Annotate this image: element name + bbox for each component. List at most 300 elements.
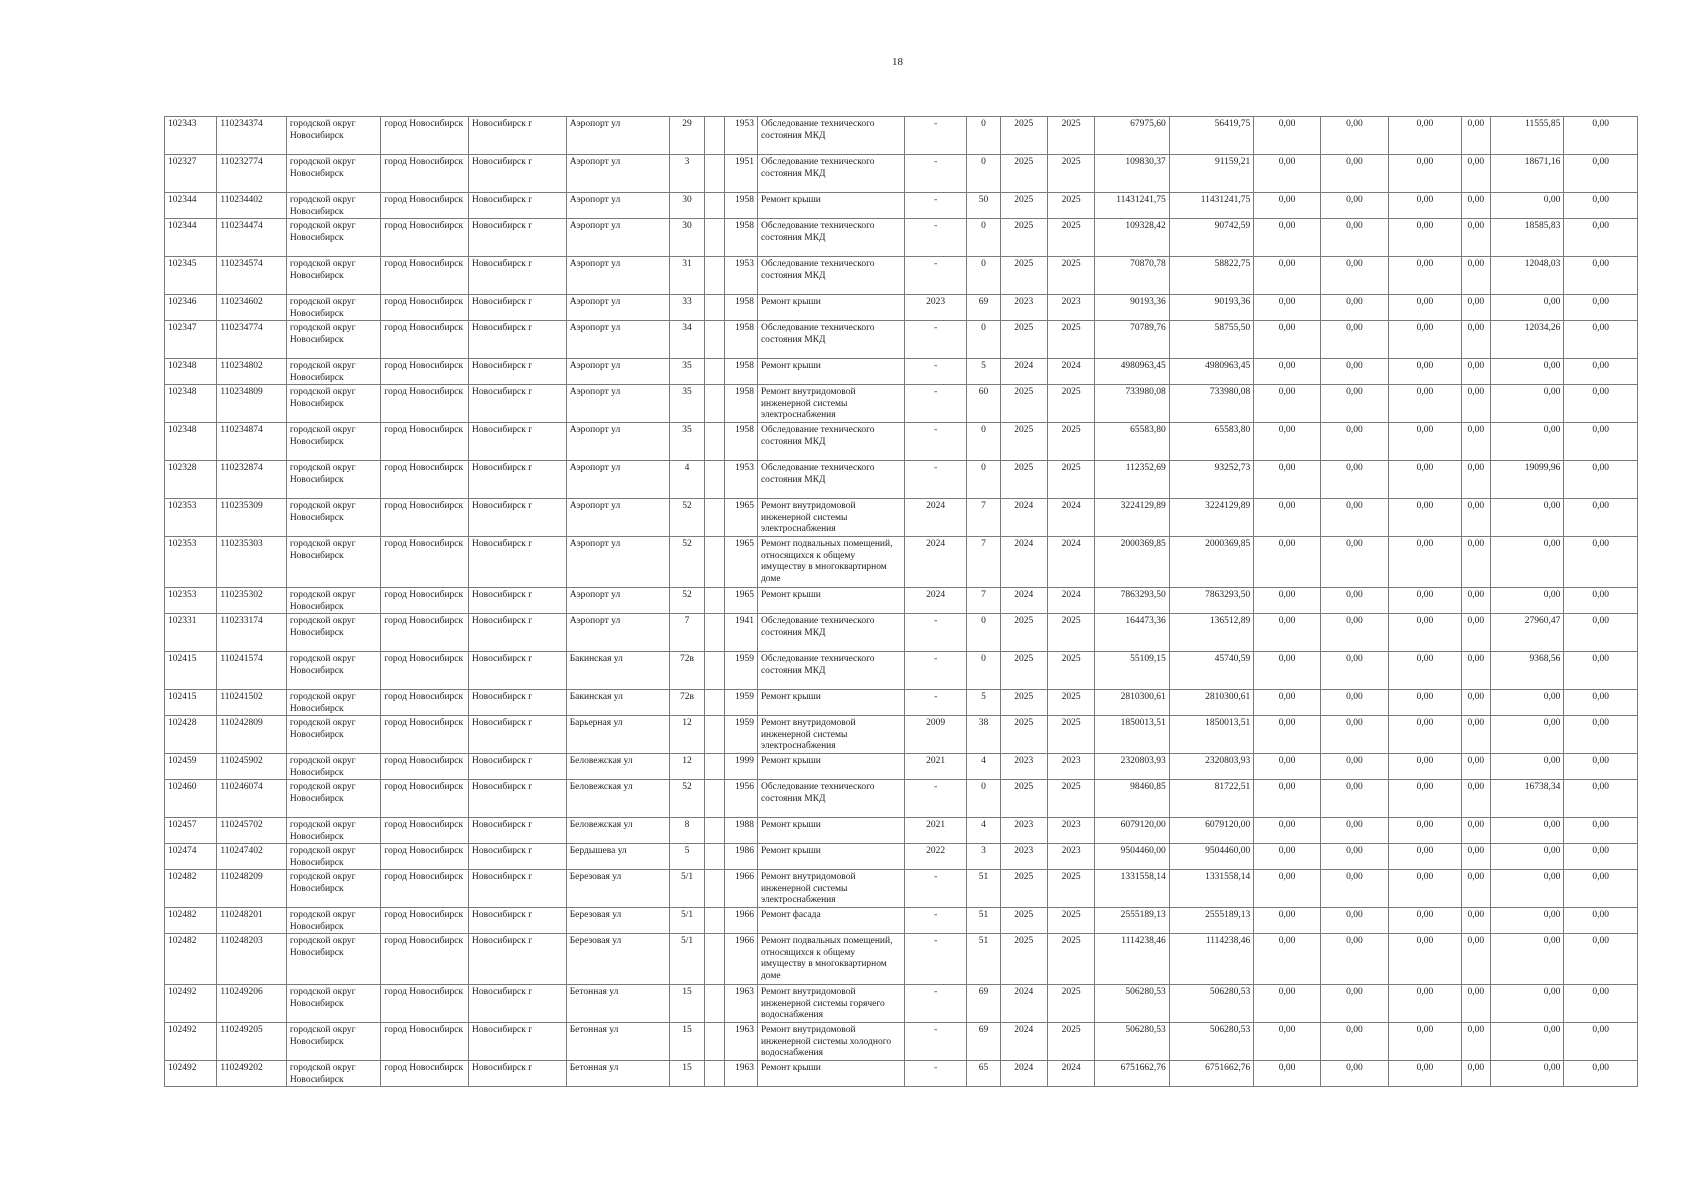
settlement-cell: город Новосибирск bbox=[381, 844, 469, 870]
municipal-district-cell: городской округ Новосибирск bbox=[286, 423, 381, 461]
cost-col-1-cell: 0,00 bbox=[1254, 257, 1320, 295]
city-cell: Новосибирск г bbox=[469, 321, 567, 359]
plan-year-end-cell: 2025 bbox=[1047, 652, 1094, 690]
settlement-cell: город Новосибирск bbox=[381, 321, 469, 359]
cost-col-1-cell: 0,00 bbox=[1254, 155, 1320, 193]
building-cell bbox=[704, 423, 724, 461]
building-cell bbox=[704, 193, 724, 219]
settlement-cell: город Новосибирск bbox=[381, 614, 469, 652]
last-repair-year-cell: - bbox=[904, 1023, 966, 1061]
total-cost-cell: 1331558,14 bbox=[1095, 870, 1170, 908]
last-repair-year-cell: - bbox=[904, 321, 966, 359]
settlement-cell: город Новосибирск bbox=[381, 934, 469, 985]
year-built-cell: 1959 bbox=[724, 652, 757, 690]
settlement-cell: город Новосибирск bbox=[381, 423, 469, 461]
work-type-cell: Обследование технического состояния МКД bbox=[757, 423, 904, 461]
building-cell bbox=[704, 818, 724, 844]
fund-cost-cell: 11431241,75 bbox=[1169, 193, 1254, 219]
city-cell: Новосибирск г bbox=[469, 461, 567, 499]
year-built-cell: 1958 bbox=[724, 193, 757, 219]
year-built-cell: 1958 bbox=[724, 219, 757, 257]
cost-col-2-cell: 0,00 bbox=[1320, 754, 1388, 780]
record-id-cell: 102492 bbox=[165, 1061, 217, 1087]
table-row bbox=[165, 614, 1638, 652]
cost-col-6-cell: 0,00 bbox=[1564, 934, 1638, 985]
fund-cost-cell: 93252,73 bbox=[1169, 461, 1254, 499]
fund-cost-cell: 2555189,13 bbox=[1169, 908, 1254, 934]
fund-cost-cell: 4980963,45 bbox=[1169, 359, 1254, 385]
record-id-cell: 102343 bbox=[165, 117, 217, 155]
house-number-cell: 5/1 bbox=[670, 908, 704, 934]
settlement-cell: город Новосибирск bbox=[381, 219, 469, 257]
cost-col-1-cell: 0,00 bbox=[1254, 690, 1320, 716]
cost-col-3-cell: 0,00 bbox=[1389, 537, 1461, 588]
work-code-cell: 110249205 bbox=[217, 1023, 286, 1061]
work-type-cell: Ремонт фасада bbox=[757, 908, 904, 934]
street-cell: Бердышева ул bbox=[566, 844, 670, 870]
municipal-district-cell: городской округ Новосибирск bbox=[286, 385, 381, 423]
plan-year-start-cell: 2025 bbox=[1000, 193, 1047, 219]
municipal-district-cell: городской округ Новосибирск bbox=[286, 219, 381, 257]
plan-year-end-cell: 2025 bbox=[1047, 257, 1094, 295]
work-type-cell: Обследование технического состояния МКД bbox=[757, 780, 904, 818]
cost-col-6-cell: 0,00 bbox=[1564, 423, 1638, 461]
house-number-cell: 52 bbox=[670, 780, 704, 818]
fund-cost-cell: 136512,89 bbox=[1169, 614, 1254, 652]
cost-col-5-cell: 0,00 bbox=[1490, 1023, 1563, 1061]
work-code-cell: 110235302 bbox=[217, 588, 286, 614]
work-type-cell: Ремонт крыши bbox=[757, 818, 904, 844]
wear-percent-cell: 51 bbox=[967, 870, 1000, 908]
municipal-district-cell: городской округ Новосибирск bbox=[286, 1023, 381, 1061]
municipal-district-cell: городской округ Новосибирск bbox=[286, 908, 381, 934]
record-id-cell: 102482 bbox=[165, 934, 217, 985]
cost-col-2-cell: 0,00 bbox=[1320, 359, 1388, 385]
settlement-cell: город Новосибирск bbox=[381, 818, 469, 844]
cost-col-5-cell: 0,00 bbox=[1490, 716, 1563, 754]
record-id-cell: 102474 bbox=[165, 844, 217, 870]
house-number-cell: 3 bbox=[670, 155, 704, 193]
year-built-cell: 1953 bbox=[724, 257, 757, 295]
municipal-district-cell: городской округ Новосибирск bbox=[286, 818, 381, 844]
work-type-cell: Ремонт крыши bbox=[757, 193, 904, 219]
city-cell: Новосибирск г bbox=[469, 117, 567, 155]
municipal-district-cell: городской округ Новосибирск bbox=[286, 844, 381, 870]
cost-col-2-cell: 0,00 bbox=[1320, 716, 1388, 754]
cost-col-6-cell: 0,00 bbox=[1564, 844, 1638, 870]
settlement-cell: город Новосибирск bbox=[381, 588, 469, 614]
last-repair-year-cell: - bbox=[904, 257, 966, 295]
work-code-cell: 110234602 bbox=[217, 295, 286, 321]
building-cell bbox=[704, 1023, 724, 1061]
total-cost-cell: 1850013,51 bbox=[1095, 716, 1170, 754]
cost-col-1-cell: 0,00 bbox=[1254, 818, 1320, 844]
house-number-cell: 52 bbox=[670, 588, 704, 614]
record-id-cell: 102415 bbox=[165, 652, 217, 690]
cost-col-1-cell: 0,00 bbox=[1254, 614, 1320, 652]
city-cell: Новосибирск г bbox=[469, 908, 567, 934]
cost-col-3-cell: 0,00 bbox=[1389, 385, 1461, 423]
record-id-cell: 102353 bbox=[165, 537, 217, 588]
house-number-cell: 7 bbox=[670, 614, 704, 652]
last-repair-year-cell: - bbox=[904, 1061, 966, 1087]
building-cell bbox=[704, 257, 724, 295]
wear-percent-cell: 7 bbox=[967, 537, 1000, 588]
city-cell: Новосибирск г bbox=[469, 985, 567, 1023]
year-built-cell: 1999 bbox=[724, 754, 757, 780]
table-row bbox=[165, 1023, 1638, 1061]
building-cell bbox=[704, 844, 724, 870]
work-code-cell: 110234809 bbox=[217, 385, 286, 423]
house-number-cell: 29 bbox=[670, 117, 704, 155]
table-row bbox=[165, 908, 1638, 934]
cost-col-1-cell: 0,00 bbox=[1254, 117, 1320, 155]
plan-year-end-cell: 2025 bbox=[1047, 690, 1094, 716]
street-cell: Барьерная ул bbox=[566, 716, 670, 754]
cost-col-1-cell: 0,00 bbox=[1254, 423, 1320, 461]
building-cell bbox=[704, 461, 724, 499]
municipal-district-cell: городской округ Новосибирск bbox=[286, 985, 381, 1023]
work-type-cell: Ремонт внутридомовой инженерной системы горячего водоснабжения bbox=[757, 985, 904, 1023]
plan-year-end-cell: 2023 bbox=[1047, 818, 1094, 844]
cost-col-5-cell: 18585,83 bbox=[1490, 219, 1563, 257]
last-repair-year-cell: - bbox=[904, 359, 966, 385]
table-row bbox=[165, 934, 1638, 985]
fund-cost-cell: 506280,53 bbox=[1169, 985, 1254, 1023]
cost-col-6-cell: 0,00 bbox=[1564, 219, 1638, 257]
cost-col-5-cell: 19099,96 bbox=[1490, 461, 1563, 499]
table-row bbox=[165, 690, 1638, 716]
cost-col-2-cell: 0,00 bbox=[1320, 499, 1388, 537]
last-repair-year-cell: - bbox=[904, 690, 966, 716]
cost-col-4-cell: 0,00 bbox=[1461, 985, 1490, 1023]
fund-cost-cell: 9504460,00 bbox=[1169, 844, 1254, 870]
table-row bbox=[165, 652, 1638, 690]
year-built-cell: 1966 bbox=[724, 908, 757, 934]
cost-col-5-cell: 0,00 bbox=[1490, 588, 1563, 614]
settlement-cell: город Новосибирск bbox=[381, 359, 469, 385]
city-cell: Новосибирск г bbox=[469, 385, 567, 423]
total-cost-cell: 2555189,13 bbox=[1095, 908, 1170, 934]
last-repair-year-cell: - bbox=[904, 461, 966, 499]
building-cell bbox=[704, 690, 724, 716]
cost-col-3-cell: 0,00 bbox=[1389, 716, 1461, 754]
record-id-cell: 102328 bbox=[165, 461, 217, 499]
cost-col-2-cell: 0,00 bbox=[1320, 908, 1388, 934]
cost-col-6-cell: 0,00 bbox=[1564, 908, 1638, 934]
total-cost-cell: 1114238,46 bbox=[1095, 934, 1170, 985]
record-id-cell: 102457 bbox=[165, 818, 217, 844]
street-cell: Аэропорт ул bbox=[566, 385, 670, 423]
year-built-cell: 1959 bbox=[724, 716, 757, 754]
table-row bbox=[165, 219, 1638, 257]
cost-col-2-cell: 0,00 bbox=[1320, 844, 1388, 870]
cost-col-6-cell: 0,00 bbox=[1564, 818, 1638, 844]
cost-col-2-cell: 0,00 bbox=[1320, 423, 1388, 461]
house-number-cell: 35 bbox=[670, 385, 704, 423]
wear-percent-cell: 60 bbox=[967, 385, 1000, 423]
cost-col-1-cell: 0,00 bbox=[1254, 321, 1320, 359]
cost-col-4-cell: 0,00 bbox=[1461, 870, 1490, 908]
city-cell: Новосибирск г bbox=[469, 219, 567, 257]
cost-col-5-cell: 0,00 bbox=[1490, 499, 1563, 537]
plan-year-end-cell: 2025 bbox=[1047, 423, 1094, 461]
plan-year-end-cell: 2025 bbox=[1047, 870, 1094, 908]
cost-col-6-cell: 0,00 bbox=[1564, 295, 1638, 321]
house-number-cell: 15 bbox=[670, 1023, 704, 1061]
cost-col-5-cell: 0,00 bbox=[1490, 193, 1563, 219]
table-row bbox=[165, 359, 1638, 385]
last-repair-year-cell: 2022 bbox=[904, 844, 966, 870]
record-id-cell: 102344 bbox=[165, 193, 217, 219]
city-cell: Новосибирск г bbox=[469, 423, 567, 461]
total-cost-cell: 6079120,00 bbox=[1095, 818, 1170, 844]
cost-col-5-cell: 0,00 bbox=[1490, 423, 1563, 461]
work-type-cell: Ремонт крыши bbox=[757, 295, 904, 321]
settlement-cell: город Новосибирск bbox=[381, 537, 469, 588]
work-code-cell: 110234402 bbox=[217, 193, 286, 219]
wear-percent-cell: 65 bbox=[967, 1061, 1000, 1087]
cost-col-2-cell: 0,00 bbox=[1320, 219, 1388, 257]
cost-col-1-cell: 0,00 bbox=[1254, 716, 1320, 754]
cost-col-4-cell: 0,00 bbox=[1461, 193, 1490, 219]
total-cost-cell: 6751662,76 bbox=[1095, 1061, 1170, 1087]
plan-year-start-cell: 2025 bbox=[1000, 117, 1047, 155]
work-type-cell: Обследование технического состояния МКД bbox=[757, 461, 904, 499]
street-cell: Бакинская ул bbox=[566, 652, 670, 690]
cost-col-4-cell: 0,00 bbox=[1461, 818, 1490, 844]
table-row bbox=[165, 780, 1638, 818]
municipal-district-cell: городской округ Новосибирск bbox=[286, 321, 381, 359]
municipal-district-cell: городской округ Новосибирск bbox=[286, 257, 381, 295]
total-cost-cell: 70870,78 bbox=[1095, 257, 1170, 295]
year-built-cell: 1956 bbox=[724, 780, 757, 818]
cost-col-5-cell: 18671,16 bbox=[1490, 155, 1563, 193]
work-code-cell: 110241574 bbox=[217, 652, 286, 690]
house-number-cell: 72в bbox=[670, 652, 704, 690]
year-built-cell: 1963 bbox=[724, 985, 757, 1023]
cost-col-3-cell: 0,00 bbox=[1389, 423, 1461, 461]
last-repair-year-cell: - bbox=[904, 870, 966, 908]
year-built-cell: 1953 bbox=[724, 461, 757, 499]
cost-col-5-cell: 12048,03 bbox=[1490, 257, 1563, 295]
cost-col-5-cell: 0,00 bbox=[1490, 359, 1563, 385]
cost-col-5-cell: 0,00 bbox=[1490, 870, 1563, 908]
settlement-cell: город Новосибирск bbox=[381, 985, 469, 1023]
work-code-cell: 110249206 bbox=[217, 985, 286, 1023]
table-row bbox=[165, 295, 1638, 321]
fund-cost-cell: 2000369,85 bbox=[1169, 537, 1254, 588]
work-type-cell: Обследование технического состояния МКД bbox=[757, 614, 904, 652]
municipal-district-cell: городской округ Новосибирск bbox=[286, 716, 381, 754]
cost-col-1-cell: 0,00 bbox=[1254, 844, 1320, 870]
house-number-cell: 33 bbox=[670, 295, 704, 321]
work-code-cell: 110245702 bbox=[217, 818, 286, 844]
building-cell bbox=[704, 780, 724, 818]
street-cell: Бетонная ул bbox=[566, 1061, 670, 1087]
year-built-cell: 1966 bbox=[724, 870, 757, 908]
building-cell bbox=[704, 385, 724, 423]
cost-col-4-cell: 0,00 bbox=[1461, 1023, 1490, 1061]
total-cost-cell: 70789,76 bbox=[1095, 321, 1170, 359]
work-type-cell: Ремонт внутридомовой инженерной системы холодного водоснабжения bbox=[757, 1023, 904, 1061]
record-id-cell: 102492 bbox=[165, 1023, 217, 1061]
building-cell bbox=[704, 117, 724, 155]
work-code-cell: 110248203 bbox=[217, 934, 286, 985]
city-cell: Новосибирск г bbox=[469, 652, 567, 690]
cost-col-2-cell: 0,00 bbox=[1320, 690, 1388, 716]
city-cell: Новосибирск г bbox=[469, 716, 567, 754]
fund-cost-cell: 3224129,89 bbox=[1169, 499, 1254, 537]
total-cost-cell: 4980963,45 bbox=[1095, 359, 1170, 385]
street-cell: Аэропорт ул bbox=[566, 537, 670, 588]
municipal-district-cell: городской округ Новосибирск bbox=[286, 780, 381, 818]
plan-year-end-cell: 2025 bbox=[1047, 716, 1094, 754]
cost-col-5-cell: 0,00 bbox=[1490, 1061, 1563, 1087]
total-cost-cell: 109830,37 bbox=[1095, 155, 1170, 193]
cost-col-2-cell: 0,00 bbox=[1320, 614, 1388, 652]
cost-col-3-cell: 0,00 bbox=[1389, 321, 1461, 359]
total-cost-cell: 733980,08 bbox=[1095, 385, 1170, 423]
fund-cost-cell: 81722,51 bbox=[1169, 780, 1254, 818]
cost-col-4-cell: 0,00 bbox=[1461, 257, 1490, 295]
building-cell bbox=[704, 1061, 724, 1087]
table-row bbox=[165, 423, 1638, 461]
last-repair-year-cell: - bbox=[904, 155, 966, 193]
building-cell bbox=[704, 321, 724, 359]
city-cell: Новосибирск г bbox=[469, 754, 567, 780]
cost-col-4-cell: 0,00 bbox=[1461, 652, 1490, 690]
record-id-cell: 102346 bbox=[165, 295, 217, 321]
wear-percent-cell: 69 bbox=[967, 295, 1000, 321]
work-code-cell: 110248209 bbox=[217, 870, 286, 908]
house-number-cell: 52 bbox=[670, 537, 704, 588]
plan-year-end-cell: 2025 bbox=[1047, 155, 1094, 193]
fund-cost-cell: 1850013,51 bbox=[1169, 716, 1254, 754]
last-repair-year-cell: 2024 bbox=[904, 537, 966, 588]
city-cell: Новосибирск г bbox=[469, 588, 567, 614]
settlement-cell: город Новосибирск bbox=[381, 499, 469, 537]
total-cost-cell: 9504460,00 bbox=[1095, 844, 1170, 870]
table-row bbox=[165, 716, 1638, 754]
last-repair-year-cell: - bbox=[904, 614, 966, 652]
cost-col-4-cell: 0,00 bbox=[1461, 780, 1490, 818]
cost-col-5-cell: 0,00 bbox=[1490, 934, 1563, 985]
plan-year-start-cell: 2024 bbox=[1000, 588, 1047, 614]
house-number-cell: 34 bbox=[670, 321, 704, 359]
total-cost-cell: 55109,15 bbox=[1095, 652, 1170, 690]
city-cell: Новосибирск г bbox=[469, 780, 567, 818]
house-number-cell: 52 bbox=[670, 499, 704, 537]
municipal-district-cell: городской округ Новосибирск bbox=[286, 537, 381, 588]
table-row bbox=[165, 155, 1638, 193]
work-code-cell: 110246074 bbox=[217, 780, 286, 818]
cost-col-1-cell: 0,00 bbox=[1254, 908, 1320, 934]
house-number-cell: 12 bbox=[670, 716, 704, 754]
cost-col-2-cell: 0,00 bbox=[1320, 117, 1388, 155]
plan-year-start-cell: 2023 bbox=[1000, 844, 1047, 870]
street-cell: Аэропорт ул bbox=[566, 257, 670, 295]
table-row bbox=[165, 588, 1638, 614]
total-cost-cell: 2810300,61 bbox=[1095, 690, 1170, 716]
wear-percent-cell: 51 bbox=[967, 908, 1000, 934]
record-id-cell: 102344 bbox=[165, 219, 217, 257]
city-cell: Новосибирск г bbox=[469, 870, 567, 908]
work-type-cell: Ремонт подвальных помещений, относящихся к общему имуществу в многоквартирном доме bbox=[757, 537, 904, 588]
street-cell: Аэропорт ул bbox=[566, 321, 670, 359]
cost-col-5-cell: 9368,56 bbox=[1490, 652, 1563, 690]
cost-col-4-cell: 0,00 bbox=[1461, 716, 1490, 754]
city-cell: Новосибирск г bbox=[469, 844, 567, 870]
cost-col-1-cell: 0,00 bbox=[1254, 359, 1320, 385]
record-id-cell: 102415 bbox=[165, 690, 217, 716]
cost-col-2-cell: 0,00 bbox=[1320, 321, 1388, 359]
plan-year-end-cell: 2025 bbox=[1047, 193, 1094, 219]
work-code-cell: 110232874 bbox=[217, 461, 286, 499]
wear-percent-cell: 3 bbox=[967, 844, 1000, 870]
building-cell bbox=[704, 614, 724, 652]
cost-col-6-cell: 0,00 bbox=[1564, 537, 1638, 588]
year-built-cell: 1966 bbox=[724, 934, 757, 985]
work-code-cell: 110249202 bbox=[217, 1061, 286, 1087]
street-cell: Бакинская ул bbox=[566, 690, 670, 716]
last-repair-year-cell: - bbox=[904, 193, 966, 219]
work-code-cell: 110234374 bbox=[217, 117, 286, 155]
record-id-cell: 102482 bbox=[165, 870, 217, 908]
table-row bbox=[165, 985, 1638, 1023]
cost-col-4-cell: 0,00 bbox=[1461, 423, 1490, 461]
street-cell: Аэропорт ул bbox=[566, 295, 670, 321]
plan-year-start-cell: 2024 bbox=[1000, 359, 1047, 385]
cost-col-6-cell: 0,00 bbox=[1564, 499, 1638, 537]
total-cost-cell: 11431241,75 bbox=[1095, 193, 1170, 219]
house-number-cell: 5/1 bbox=[670, 870, 704, 908]
cost-col-6-cell: 0,00 bbox=[1564, 385, 1638, 423]
building-cell bbox=[704, 985, 724, 1023]
building-cell bbox=[704, 652, 724, 690]
cost-col-3-cell: 0,00 bbox=[1389, 934, 1461, 985]
cost-col-1-cell: 0,00 bbox=[1254, 754, 1320, 780]
record-id-cell: 102347 bbox=[165, 321, 217, 359]
house-number-cell: 72в bbox=[670, 690, 704, 716]
cost-col-4-cell: 0,00 bbox=[1461, 385, 1490, 423]
wear-percent-cell: 69 bbox=[967, 985, 1000, 1023]
wear-percent-cell: 51 bbox=[967, 934, 1000, 985]
cost-col-2-cell: 0,00 bbox=[1320, 870, 1388, 908]
last-repair-year-cell: - bbox=[904, 908, 966, 934]
cost-col-6-cell: 0,00 bbox=[1564, 614, 1638, 652]
table-row bbox=[165, 385, 1638, 423]
last-repair-year-cell: - bbox=[904, 652, 966, 690]
cost-col-2-cell: 0,00 bbox=[1320, 1061, 1388, 1087]
cost-col-3-cell: 0,00 bbox=[1389, 690, 1461, 716]
cost-col-1-cell: 0,00 bbox=[1254, 193, 1320, 219]
cost-col-1-cell: 0,00 bbox=[1254, 219, 1320, 257]
cost-col-3-cell: 0,00 bbox=[1389, 219, 1461, 257]
plan-year-start-cell: 2025 bbox=[1000, 934, 1047, 985]
work-type-cell: Обследование технического состояния МКД bbox=[757, 219, 904, 257]
plan-year-start-cell: 2025 bbox=[1000, 155, 1047, 193]
plan-year-start-cell: 2025 bbox=[1000, 385, 1047, 423]
wear-percent-cell: 0 bbox=[967, 117, 1000, 155]
cost-col-4-cell: 0,00 bbox=[1461, 537, 1490, 588]
work-type-cell: Ремонт внутридомовой инженерной системы электроснабжения bbox=[757, 870, 904, 908]
cost-col-2-cell: 0,00 bbox=[1320, 295, 1388, 321]
cost-col-3-cell: 0,00 bbox=[1389, 588, 1461, 614]
settlement-cell: город Новосибирск bbox=[381, 461, 469, 499]
total-cost-cell: 98460,85 bbox=[1095, 780, 1170, 818]
wear-percent-cell: 50 bbox=[967, 193, 1000, 219]
